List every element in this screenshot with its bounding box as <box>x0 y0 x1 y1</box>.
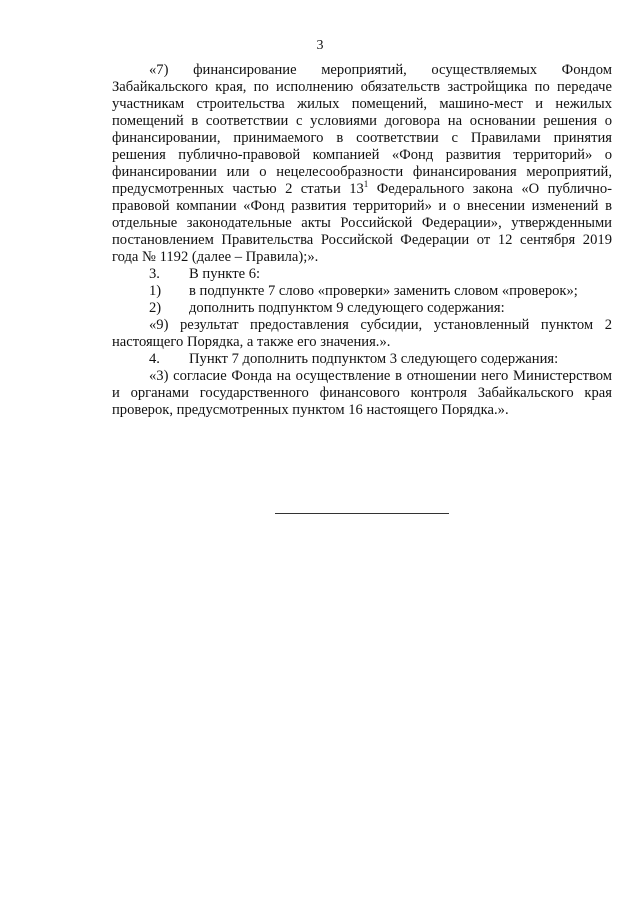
list-item-text: Пункт 7 дополнить подпунктом 3 следующего содержания: <box>189 351 559 367</box>
document-body <box>112 62 612 419</box>
list-item-number: 1) <box>149 283 162 299</box>
paragraph-subitem-3: «3) согласие Фонда на осуществление в отношении него Министерством и органами государственного финансового контроля Забайкальского края проверок, предусмотренных пунктом 16 настоящего Порядка.». <box>112 368 612 418</box>
list-item-text: В пункте 6: <box>189 266 261 282</box>
list-item-number: 4. <box>149 351 160 367</box>
list-item-number: 2) <box>149 300 162 316</box>
page-number: 3 <box>316 38 324 53</box>
list-item-4 <box>112 351 612 368</box>
paragraph-item-7-text-a: «7) финансирование мероприятий, осуществляемых Фондом Забайкальского края, по исполнению обязательств застройщика по передаче участникам строительства жилых помещений, машино-мест и нежилых помещений в соответствии с условиями договора на основании решения о финансировании, принимаемого в соответствии с Правилами принятия решения публично-правовой компанией «Фонд развития территорий» о финансировании или о нецелесообразности финансирования мероприятий, предусмотренных частью 2 статьи 13 <box>112 62 612 197</box>
superscript: 1 <box>363 179 369 189</box>
paragraph-item-7 <box>112 62 612 266</box>
list-item-3 <box>112 266 612 283</box>
end-divider-line <box>275 513 449 514</box>
list-item-text: дополнить подпунктом 9 следующего содержания: <box>189 300 505 316</box>
list-subitem-2 <box>112 300 612 317</box>
list-item-text: в подпункте 7 слово «проверки» заменить словом «проверок»; <box>189 283 578 299</box>
paragraph-item-7-text-b: Федерального закона «О публично-правовой компании «Фонд развития территорий» и о внесении изменений в отдельные законодательные акты Российской Федерации», утвержденными постановлением Правительства Российской Федерации от 12 сентября 2019 года № 1192 (далее – Правила);». <box>112 181 612 265</box>
list-item-number: 3. <box>149 266 160 282</box>
paragraph-subitem-9: «9) результат предоставления субсидии, установленный пунктом 2 настоящего Порядка, а также его значения.». <box>112 317 612 350</box>
list-subitem-1 <box>112 283 612 300</box>
